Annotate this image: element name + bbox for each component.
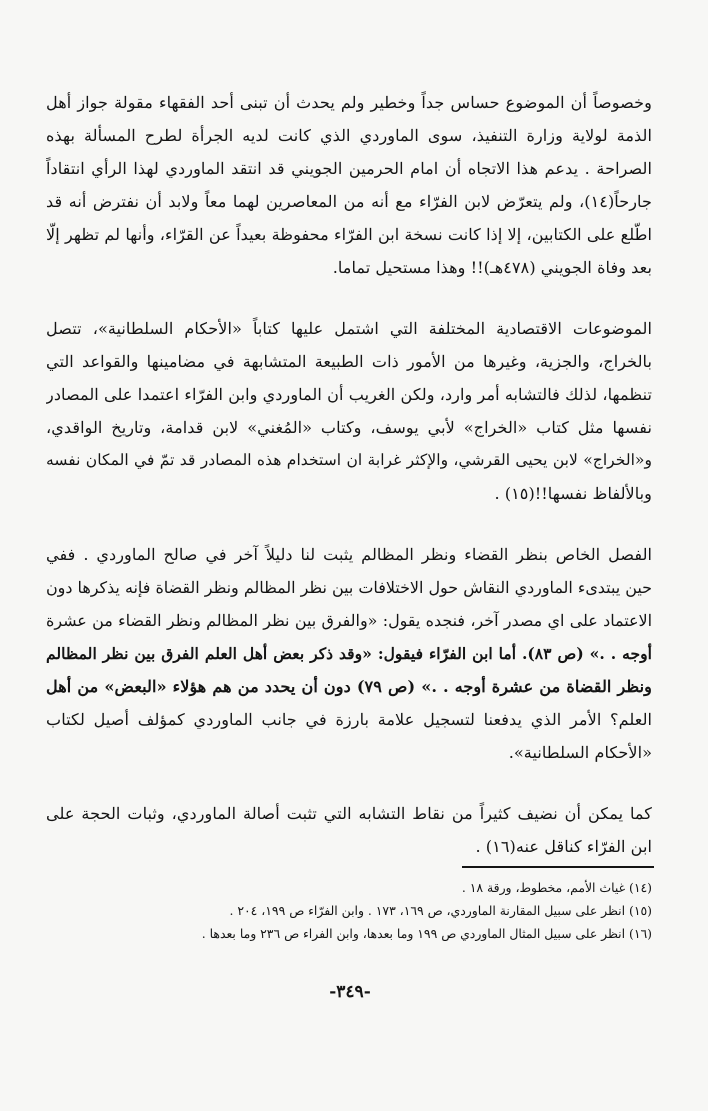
paragraph	[46, 797, 652, 863]
text-line: جارحاً(١٤)، ولم يتعرّض لابن الفرّاء مع أنه من المعاصرين لهما معاً ولابد أن نفترض أنه قد	[46, 192, 652, 211]
footnote: (١٥) انظر على سبيل المقارنة الماوردي، ص ١٦٩، ١٧٣ . وابن الفرّاء ص ١٩٩، ٢٠٤ .	[229, 903, 652, 918]
paragraph	[46, 538, 652, 769]
footnote-divider	[462, 866, 654, 868]
text-line: الذمة لولاية وزارة التنفيذ، سوى الماوردي الذي كانت لديه الجرأة لطرح المسألة بهذه	[46, 126, 652, 145]
paragraph	[46, 86, 652, 284]
text-line: الصراحة . يدعم هذا الاتجاه أن امام الحرمين الجويني قد انتقد الماوردي لهذا الرأي انتقاداً	[46, 159, 652, 178]
text-line: تنظمها، لذلك فالتشابه أمر وارد، ولكن الغريب أن الماوردي وابن الفرّاء اعتمدا على المصادر	[46, 385, 652, 404]
text-line: الاعتماد على اي مصدر آخر، فنجده يقول: «والفرق بين نظر المظالم ونظر القضاء من عشرة	[46, 611, 652, 630]
text-line: كما يمكن أن نضيف كثيراً من نقاط التشابه التي تثبت أصالة الماوردي، وثبات الحجة على	[46, 804, 652, 823]
text-line: اطّلع على الكتابين، إلا إذا كانت نسخة ابن الفرّاء محفوظة بعيداً عن القرّاء، وأنها لم تظهر إلّا	[46, 225, 652, 244]
text-line: نفسها مثل كتاب «الخراج» لأبي يوسف، وكتاب «المُغني» لابن قدامة، وتاريخ الواقدي،	[46, 418, 652, 437]
text-line: ابن الفرّاء كناقل عنه(١٦) .	[475, 837, 652, 856]
text-line: و«الخراج» لابن يحيى القرشي، والإكثر غرابة ان استخدام هذه المصادر قد تمّ في المكان نفسه	[46, 451, 652, 469]
footnotes	[150, 876, 652, 945]
page-number: -٣٤٩-	[329, 982, 371, 1002]
text-line: وخصوصاً أن الموضوع حساس جداً وخطير ولم يحدث أن تبنى أحد الفقهاء مقولة جواز أهل	[46, 93, 652, 112]
text-line: العلم؟ الأمر الذي يدفعنا لتسجيل علامة بارزة في جانب الماوردي كمؤلف أصيل لكتاب	[46, 710, 652, 729]
text-line: الموضوعات الاقتصادية المختلفة التي اشتمل عليها كتاباً «الأحكام السلطانية»، تتصل	[46, 319, 652, 338]
footnote: (١٤) غياث الأمم، مخطوط، ورقة ١٨ .	[461, 880, 652, 895]
text-line: «الأحكام السلطانية».	[508, 743, 652, 762]
text-line: أوجه . .» (ص ٨٣). أما ابن الفرّاء فيقول: «وقد ذكر بعض أهل العلم الفرق بين نظر المظالم	[46, 644, 652, 663]
text-line: وبالألفاظ نفسها!!(١٥) .	[494, 484, 652, 503]
text-line: ونظر القضاة من عشرة أوجه . .» (ص ٧٩) دون أن يحدد من هم هؤلاء «البعض» من أهل	[46, 677, 652, 696]
paragraph	[46, 312, 652, 510]
footnote: (١٦) انظر على سبيل المثال الماوردي ص ١٩٩ وما بعدها، وابن الفراء ص ٢٣٦ وما بعدها .	[201, 926, 652, 941]
text-line: بالخراج، والجزية، وغيرها من الأمور ذات الطبيعة المتشابهة في مضامينها والقواعد التي	[46, 352, 652, 371]
text-line: بعد وفاة الجويني (٤٧٨هـ)!! وهذا مستحيل تماما.	[332, 258, 652, 277]
text-line: الفصل الخاص بنظر القضاء ونظر المظالم يثبت لنا دليلاً آخر في صالح الماوردي . ففي	[46, 545, 652, 564]
body-text	[46, 86, 652, 891]
text-line: حين يبتدىء الماوردي النقاش حول الاختلافات بين نظر المظالم ونظر القضاة فإنه يذكرها دون	[46, 578, 652, 597]
